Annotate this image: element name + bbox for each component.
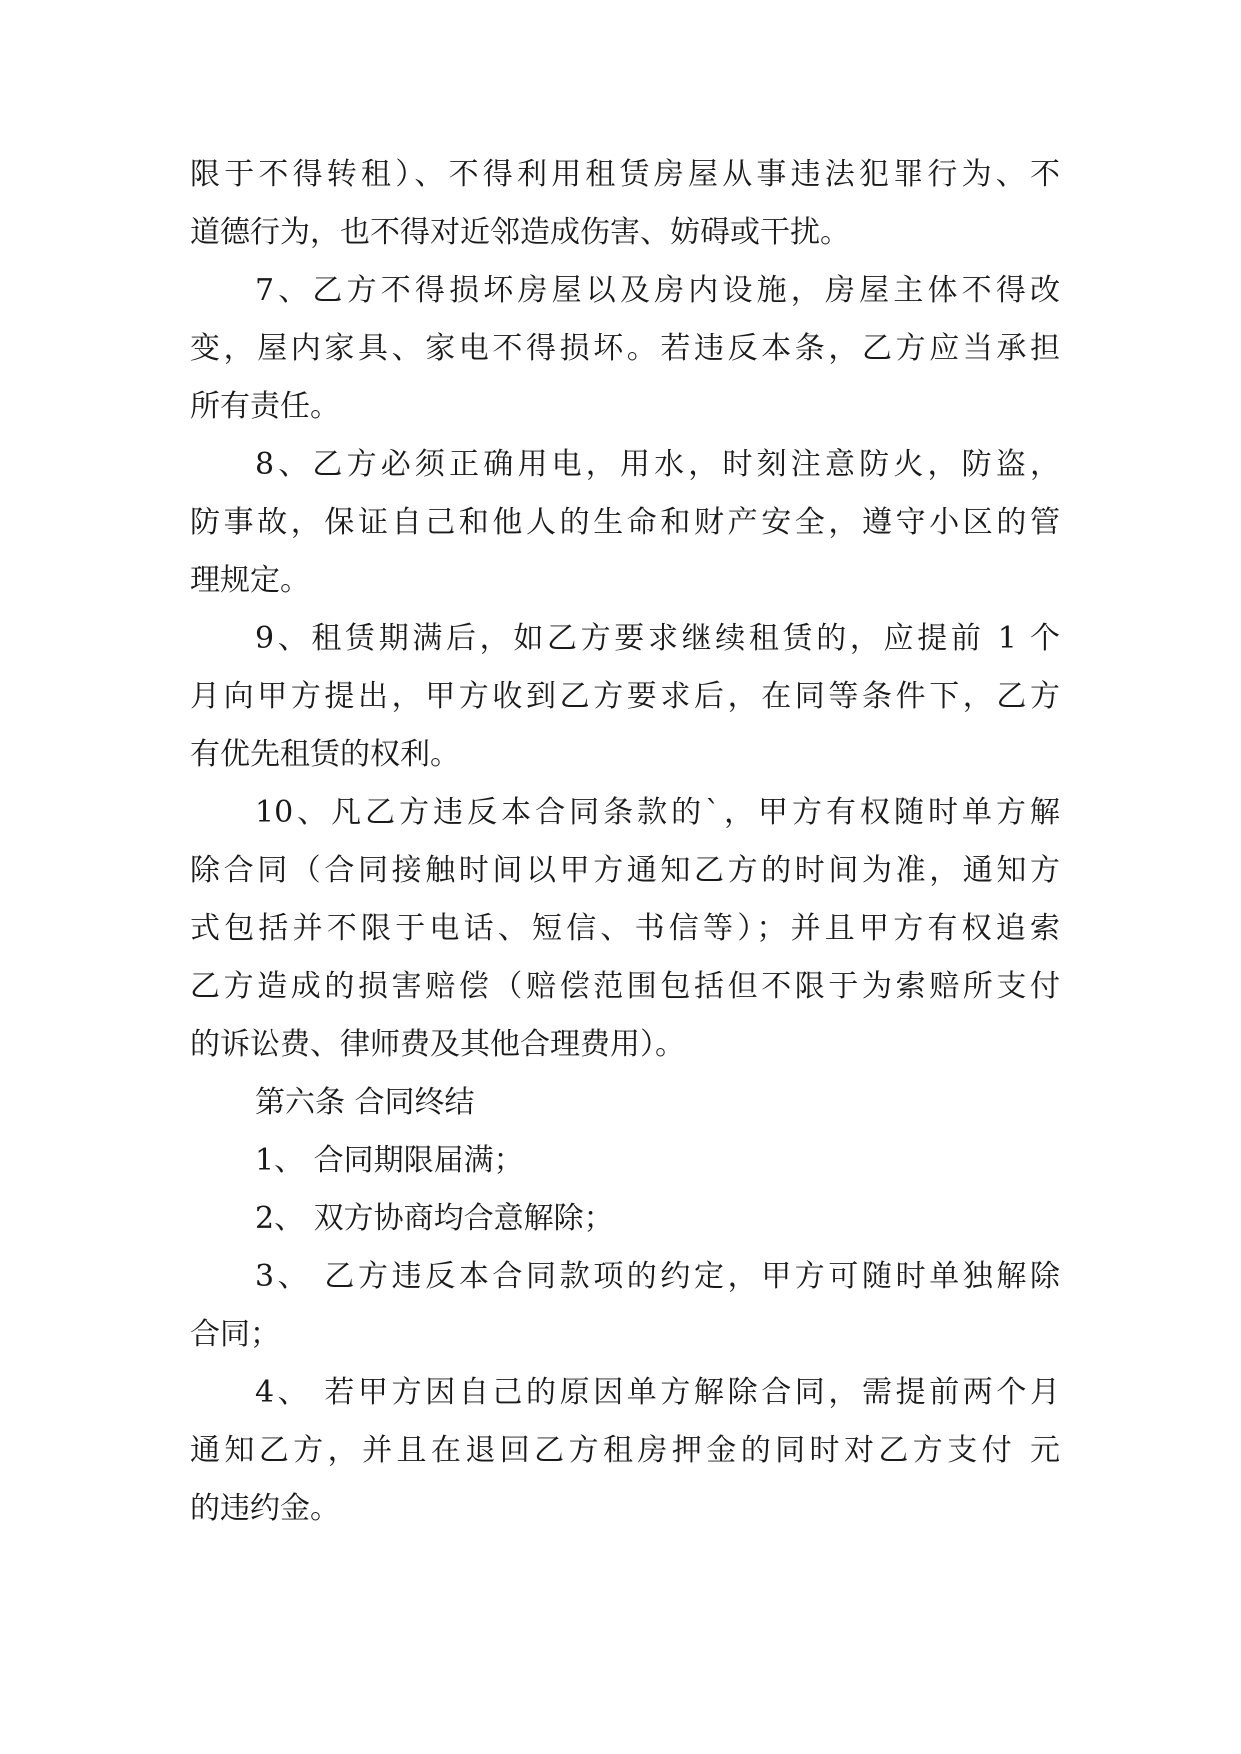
text-line: 限于不得转租）、不得利用租赁房屋从事违法犯罪行为、不	[190, 157, 1060, 192]
text-line: 月向甲方提出，甲方收到乙方要求后，在同等条件下，乙方	[190, 679, 1060, 714]
text-line: 4、 若甲方因自己的原因单方解除合同，需提前两个月	[255, 1375, 1060, 1410]
text-line: 7、乙方不得损坏房屋以及房内设施，房屋主体不得改	[255, 273, 1060, 308]
text-line: 除合同（合同接触时间以甲方通知乙方的时间为准，通知方	[190, 853, 1060, 888]
text-line: 理规定。	[190, 563, 310, 598]
text-line: 通知乙方，并且在退回乙方租房押金的同时对乙方支付 元	[190, 1433, 1060, 1468]
text-line: 有优先租赁的权利。	[190, 737, 460, 772]
text-line: 乙方造成的损害赔偿（赔偿范围包括但不限于为索赔所支付	[190, 969, 1060, 1004]
text-line: 1、 合同期限届满；	[255, 1143, 524, 1178]
text-line: 防事故，保证自己和他人的生命和财产安全，遵守小区的管	[190, 505, 1060, 540]
text-line: 合同；	[190, 1317, 280, 1352]
text-line: 9、租赁期满后，如乙方要求继续租赁的，应提前 1 个	[255, 621, 1060, 656]
text-line: 10、凡乙方违反本合同条款的`，甲方有权随时单方解	[255, 795, 1060, 830]
text-line: 道德行为，也不得对近邻造成伤害、妨碍或干扰。	[190, 215, 850, 250]
text-line: 2、 双方协商均合意解除；	[255, 1201, 614, 1236]
text-line: 8、乙方必须正确用电，用水，时刻注意防火，防盗，	[255, 447, 1060, 482]
text-line: 式包括并不限于电话、短信、书信等）；并且甲方有权追索	[190, 911, 1060, 946]
text-line: 的诉讼费、律师费及其他合理费用）。	[190, 1027, 685, 1062]
text-line: 3、 乙方违反本合同款项的约定，甲方可随时单独解除	[255, 1259, 1060, 1294]
section-heading: 第六条 合同终结	[255, 1085, 475, 1120]
text-line: 的违约金。	[190, 1491, 340, 1526]
text-line: 变，屋内家具、家电不得损坏。若违反本条，乙方应当承担	[190, 331, 1060, 366]
text-line: 所有责任。	[190, 389, 340, 424]
